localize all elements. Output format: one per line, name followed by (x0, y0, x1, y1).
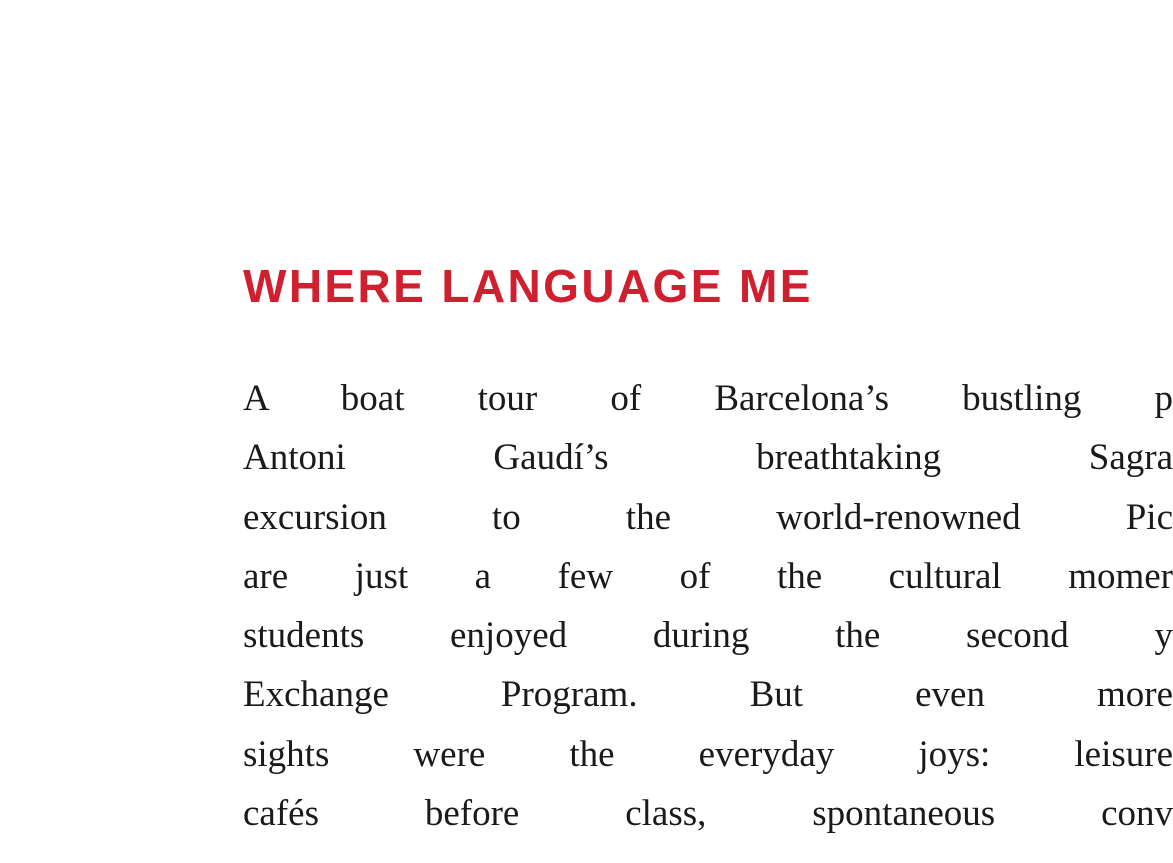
body-line: A boat tour of Barcelona’s bustling p (243, 378, 1173, 419)
body-line: Exchange Program. But even more (243, 674, 1173, 716)
body-line: sights were the everyday joys: leisure (243, 733, 1173, 775)
body-line: students enjoyed during the second y (243, 615, 1173, 657)
article-heading: WHERE LANGUAGE ME (243, 260, 813, 312)
body-line: excursion to the world-renowned Pic (243, 496, 1173, 538)
body-line: are just a few of the cultural momer (243, 555, 1173, 597)
article-body (243, 369, 1173, 843)
body-line: cafés before class, spontaneous conv (243, 793, 1173, 835)
article (243, 258, 1173, 843)
body-line: Antoni Gaudí’s breathtaking Sagra (243, 437, 1173, 479)
